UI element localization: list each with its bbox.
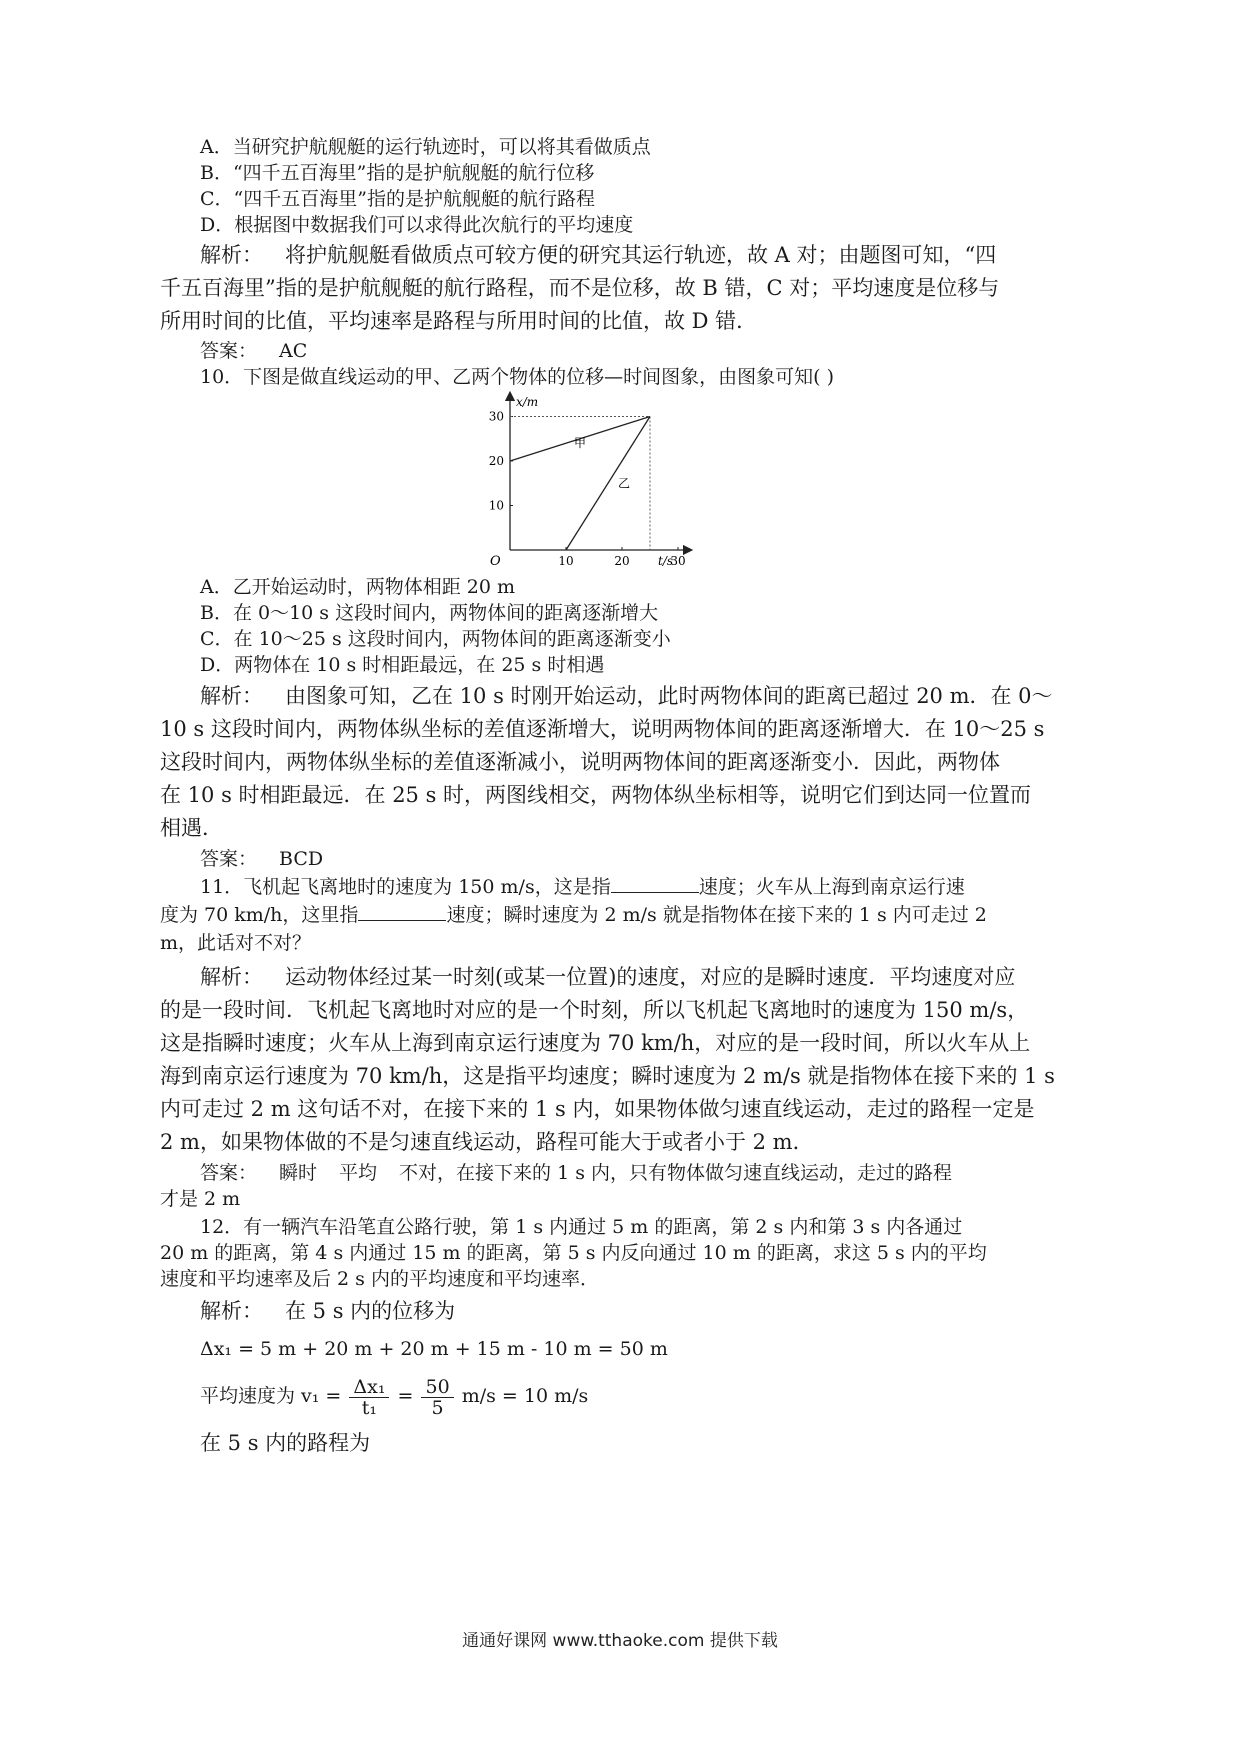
q10-answer-label: 答案： (200, 848, 258, 870)
q10-analysis-line-5: 相遇． (160, 816, 223, 840)
q12-analysis-text-1: 在 5 s 内的位移为 (285, 1299, 456, 1323)
q10-analysis-line-3: 这段时间内，两物体纵坐标的差值逐渐减小，说明两物体间的距离逐渐变小．因此，两物体 (160, 750, 1000, 774)
q12-analysis-line-2: 在 5 s 内的路程为 (200, 1431, 371, 1455)
q10-option-b: B．在 0～10 s 这段时间内，两物体间的距离逐渐增大 (200, 602, 659, 624)
q10-answer (200, 846, 323, 872)
q11-stem-line-2 (160, 902, 987, 928)
q11-answer-line-2: 才是 2 m (160, 1188, 241, 1210)
q12-analysis-label: 解析： (200, 1299, 263, 1323)
q10-option-a: A．乙开始运动时，两物体相距 20 m (200, 576, 515, 598)
q11-answer-2: 平均 (339, 1162, 378, 1184)
q11-analysis-line-6: 2 m，如果物体做的不是匀速直线运动，路程可能大于或者小于 2 m． (160, 1130, 814, 1154)
position-time-chart (480, 388, 700, 568)
q9-answer (200, 338, 307, 364)
x-tick-label: 20 (614, 554, 630, 568)
q9-option-c: C．“四千五百海里”指的是护航舰艇的航行路程 (200, 188, 595, 210)
series-label: 乙 (617, 476, 631, 491)
q10-analysis-line-4: 在 10 s 时相距最远．在 25 s 时，两图线相交，两物体纵坐标相等，说明它们到达同一位置而 (160, 783, 1032, 807)
q10-answer-value: BCD (279, 848, 324, 870)
q10-option-d: D．两物体在 10 s 时相距最远，在 25 s 时相遇 (200, 654, 605, 676)
x-tick-label: 30 (670, 554, 686, 568)
q10-analysis-label: 解析： (200, 684, 263, 708)
q9-analysis-line-2: 千五百海里”指的是护航舰艇的航行路程，而不是位移，故 B 错，C 对；平均速度是位移与 (160, 276, 1000, 300)
page-footer: 通通好课网 www.tthaoke.com 提供下载 (462, 1631, 778, 1651)
q11-stem-1a: 11．飞机起飞离地时的速度为 150 m/s，这是指 (200, 876, 611, 898)
y-tick-label: 30 (488, 409, 504, 424)
q11-blank-1 (611, 874, 699, 893)
q11-analysis-text-1: 运动物体经过某一时刻(或某一位置)的速度，对应的是瞬时速度．平均速度对应 (285, 965, 1016, 989)
q11-analysis-line-1 (200, 962, 1015, 992)
q9-option-a: A．当研究护航舰艇的运行轨迹时，可以将其看做质点 (200, 136, 651, 158)
q12-eq-suffix: m/s = 10 m/s (461, 1385, 589, 1407)
q10-option-c: C．在 10～25 s 这段时间内，两物体间的距离逐渐变小 (200, 628, 671, 650)
y-axis-label: x/m (516, 395, 539, 409)
q11-answer-label: 答案： (200, 1162, 258, 1184)
x-tick-label: 10 (558, 554, 574, 568)
q9-analysis-label: 解析： (200, 243, 263, 267)
q11-stem-line-3: m，此话对不对？ (160, 932, 312, 954)
q11-answer-1: 瞬时 (279, 1162, 318, 1184)
q11-blank-2 (358, 902, 446, 921)
q12-eq-equals: = (397, 1385, 414, 1407)
q10-analysis-line-2: 10 s 这段时间内，两物体纵坐标的差值逐渐增大，说明两物体间的距离逐渐增大．在 10～25 s (160, 717, 1045, 741)
q12-fraction-2 (421, 1377, 453, 1418)
q12-fraction-2-numerator: 50 (421, 1377, 453, 1398)
q9-analysis-line-3: 所用时间的比值，平均速率是路程与所用时间的比值，故 D 错． (160, 309, 758, 333)
q11-analysis-label: 解析： (200, 965, 263, 989)
q12-stem-line-2: 20 m 的距离，第 4 s 内通过 15 m 的距离，第 5 s 内反向通过 10 m 的距离，求这 5 s 内的平均 (160, 1242, 987, 1264)
q11-answer-line-1 (200, 1160, 952, 1186)
q10-analysis-text-1: 由图象可知，乙在 10 s 时刚开始运动，此时两物体间的距离已超过 20 m．在 0～ (285, 684, 1053, 708)
q11-analysis-line-3: 这是指瞬时速度；火车从上海到南京运行速度为 70 km/h，对应的是一段时间，所以火车从上 (160, 1031, 1031, 1055)
q9-option-d: D．根据图中数据我们可以求得此次航行的平均速度 (200, 214, 634, 236)
q12-stem-line-3: 速度和平均速率及后 2 s 内的平均速度和平均速率． (160, 1268, 599, 1290)
q12-fraction-1-numerator: Δx₁ (349, 1377, 389, 1398)
q11-stem-2b: 速度；瞬时速度为 2 m/s 就是指物体在接下来的 1 s 内可走过 2 (446, 904, 987, 926)
q12-analysis-line-1 (200, 1296, 455, 1326)
q11-analysis-line-5: 内可走过 2 m 这句话不对，在接下来的 1 s 内，如果物体做匀速直线运动，走过的路程一定是 (160, 1097, 1035, 1121)
q9-answer-label: 答案： (200, 340, 258, 362)
q12-fraction-2-denominator: 5 (431, 1396, 444, 1419)
x-axis-label: t/s (658, 554, 674, 568)
origin-label: O (490, 554, 501, 568)
q12-equation-velocity (200, 1372, 588, 1420)
q12-fraction-1-denominator: t₁ (361, 1396, 378, 1419)
q11-answer-3: 不对，在接下来的 1 s 内，只有物体做匀速直线运动，走过的路程 (399, 1162, 953, 1184)
q9-analysis-text-1: 将护航舰艇看做质点可较方便的研究其运行轨迹，故 A 对；由题图可知，“四 (285, 243, 997, 267)
q9-option-b: B．“四千五百海里”指的是护航舰艇的航行位移 (200, 162, 595, 184)
series-label: 甲 (573, 435, 587, 450)
q11-stem-2a: 度为 70 km/h，这里指 (160, 904, 359, 926)
q9-analysis-line-1 (200, 240, 996, 270)
q11-analysis-line-4: 海到南京运行速度为 70 km/h，这是指平均速度；瞬时速度为 2 m/s 就是指物体在接下来的 1 s (160, 1064, 1055, 1088)
q11-stem-1b: 速度；火车从上海到南京运行速 (698, 876, 965, 898)
q10-analysis-line-1 (200, 681, 1053, 711)
y-tick-label: 20 (488, 454, 504, 468)
q12-fraction-1 (349, 1377, 389, 1418)
q12-equation-displacement: Δx₁ = 5 m + 20 m + 20 m + 15 m - 10 m = 50 m (200, 1338, 668, 1360)
q11-stem-line-1 (200, 874, 965, 900)
q12-stem-line-1: 12．有一辆汽车沿笔直公路行驶，第 1 s 内通过 5 m 的距离，第 2 s 内和第 3 s 内各通过 (200, 1216, 963, 1238)
y-tick-label: 10 (488, 498, 504, 513)
q10-stem: 10．下图是做直线运动的甲、乙两个物体的位移—时间图象，由图象可知( ) (200, 366, 835, 388)
q11-analysis-line-2: 的是一段时间．飞机起飞离地时对应的是一个时刻，所以飞机起飞离地时的速度为 150 m/s， (160, 998, 1029, 1022)
q12-eq-prefix: 平均速度为 v₁ = (200, 1385, 342, 1407)
q9-answer-value: AC (279, 340, 308, 362)
